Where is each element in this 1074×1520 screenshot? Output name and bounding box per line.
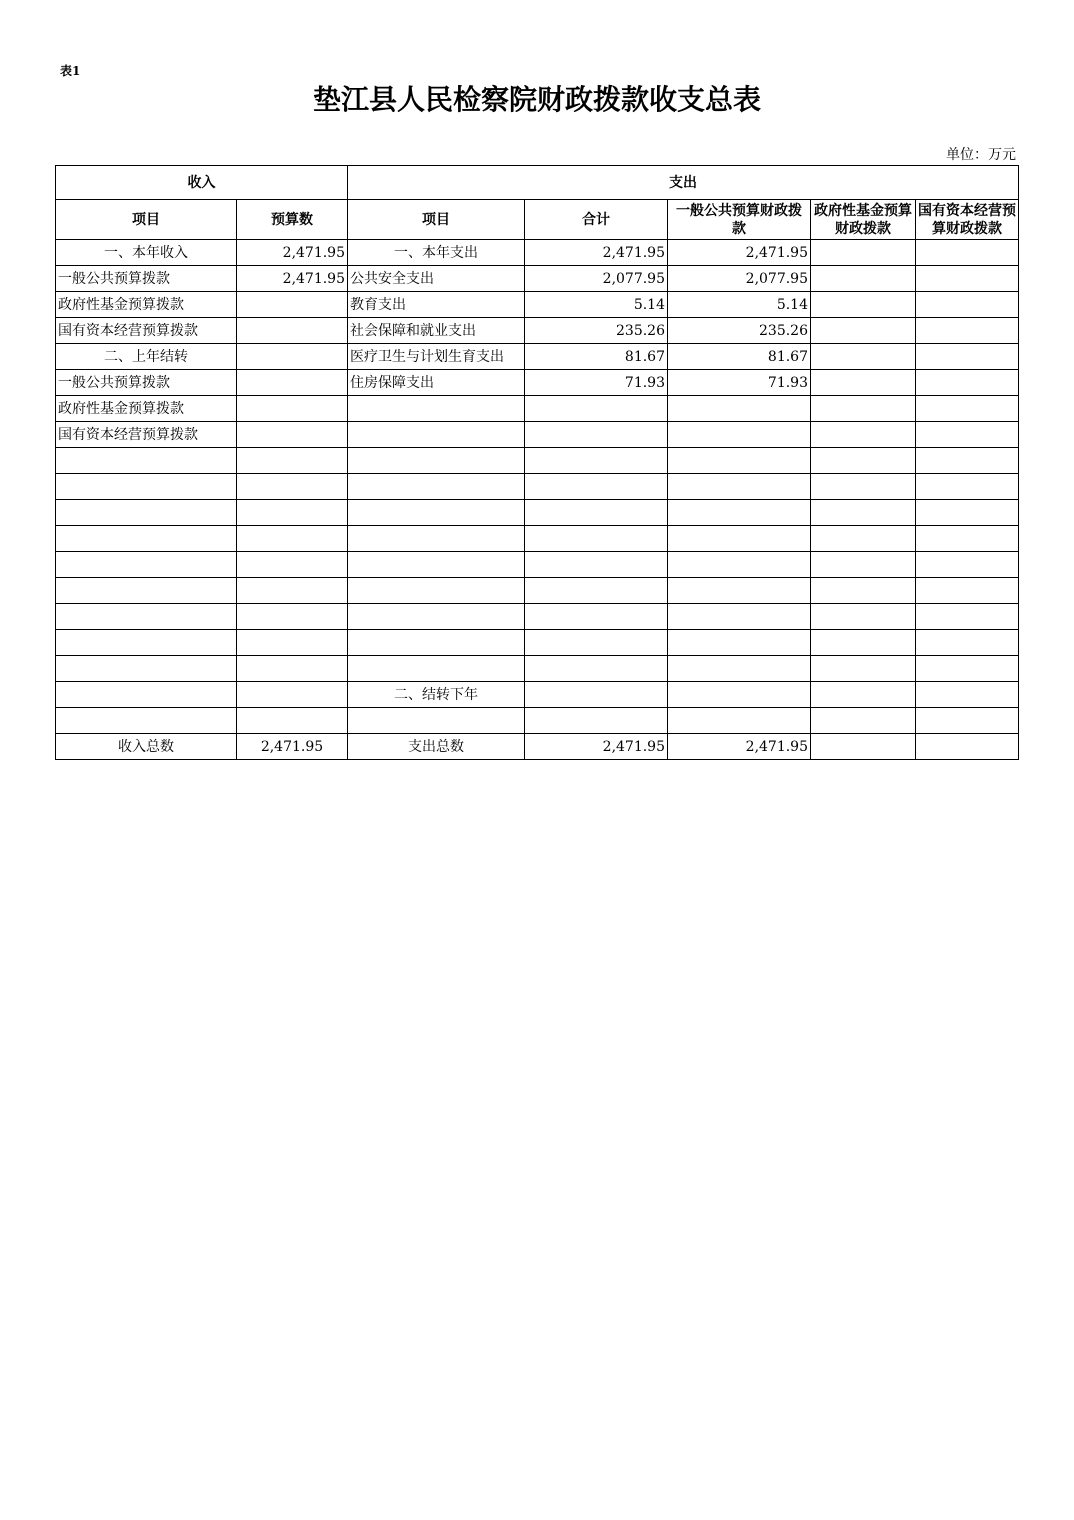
- table-row: [56, 708, 1019, 734]
- income-item-cell: 政府性基金预算拨款: [56, 292, 237, 318]
- expense-state-capital-cell: [916, 734, 1019, 760]
- expense-item-cell: 住房保障支出: [348, 370, 525, 396]
- expense-item-cell: [348, 708, 525, 734]
- expense-gov-fund-cell: [811, 344, 916, 370]
- income-budget-cell: [237, 708, 348, 734]
- expense-gov-fund-cell: [811, 682, 916, 708]
- expense-general-cell: [668, 604, 811, 630]
- expense-state-capital-cell: [916, 266, 1019, 292]
- expense-total-cell: [525, 526, 668, 552]
- expense-general-cell: [668, 500, 811, 526]
- expense-state-capital-cell: [916, 604, 1019, 630]
- expense-general-cell: 81.67: [668, 344, 811, 370]
- income-budget-cell: [237, 448, 348, 474]
- expense-state-capital-cell: [916, 370, 1019, 396]
- expense-group-header: 支出: [348, 166, 1019, 200]
- expense-gov-fund-cell: [811, 370, 916, 396]
- expense-total-cell: [525, 500, 668, 526]
- expense-gov-fund-cell: [811, 292, 916, 318]
- expense-gov-fund-cell: [811, 578, 916, 604]
- header-row-group: [56, 166, 1019, 200]
- expense-state-capital-header: 国有资本经营预算财政拨款: [916, 200, 1019, 240]
- expense-total-cell: [525, 604, 668, 630]
- unit-label: 单位：万元: [946, 147, 1016, 163]
- table-row: [56, 552, 1019, 578]
- income-item-cell: [56, 552, 237, 578]
- income-item-cell: 国有资本经营预算拨款: [56, 422, 237, 448]
- income-item-cell: 一、本年收入: [56, 240, 237, 266]
- expense-state-capital-cell: [916, 344, 1019, 370]
- income-item-cell: 政府性基金预算拨款: [56, 396, 237, 422]
- income-budget-cell: 2,471.95: [237, 240, 348, 266]
- expense-total-cell: [525, 682, 668, 708]
- expense-item-cell: 二、结转下年: [348, 682, 525, 708]
- expense-state-capital-cell: [916, 240, 1019, 266]
- table-row: [56, 604, 1019, 630]
- income-budget-cell: [237, 526, 348, 552]
- expense-gov-fund-cell: [811, 526, 916, 552]
- expense-gov-fund-cell: [811, 448, 916, 474]
- expense-total-cell: [525, 656, 668, 682]
- expense-total-cell: [525, 552, 668, 578]
- expense-general-cell: 71.93: [668, 370, 811, 396]
- expense-general-cell: [668, 682, 811, 708]
- fiscal-summary-table: [55, 165, 1019, 760]
- expense-state-capital-cell: [916, 682, 1019, 708]
- expense-item-cell: 教育支出: [348, 292, 525, 318]
- expense-gov-fund-cell: [811, 552, 916, 578]
- expense-state-capital-cell: [916, 422, 1019, 448]
- expense-item-cell: [348, 604, 525, 630]
- table-row: [56, 292, 1019, 318]
- table-row: [56, 344, 1019, 370]
- income-budget-cell: 2,471.95: [237, 266, 348, 292]
- expense-state-capital-cell: [916, 318, 1019, 344]
- expense-general-cell: 5.14: [668, 292, 811, 318]
- table-row: [56, 656, 1019, 682]
- expense-total-cell: [525, 578, 668, 604]
- expense-total-cell: 71.93: [525, 370, 668, 396]
- income-budget-cell: [237, 292, 348, 318]
- income-budget-cell: [237, 370, 348, 396]
- expense-total-cell: 5.14: [525, 292, 668, 318]
- income-item-cell: [56, 708, 237, 734]
- expense-general-cell: [668, 448, 811, 474]
- income-item-cell: [56, 526, 237, 552]
- expense-item-cell: [348, 526, 525, 552]
- expense-item-header: 项目: [348, 200, 525, 240]
- expense-gov-fund-cell: [811, 734, 916, 760]
- expense-general-cell: [668, 526, 811, 552]
- expense-state-capital-cell: [916, 708, 1019, 734]
- income-budget-cell: [237, 396, 348, 422]
- expense-gov-fund-header: 政府性基金预算财政拨款: [811, 200, 916, 240]
- expense-gov-fund-cell: [811, 604, 916, 630]
- income-budget-cell: [237, 474, 348, 500]
- expense-gov-fund-cell: [811, 500, 916, 526]
- header-row-columns: [56, 200, 1019, 240]
- expense-total-cell: [525, 708, 668, 734]
- income-budget-cell: [237, 656, 348, 682]
- table-row: [56, 500, 1019, 526]
- income-budget-cell: [237, 344, 348, 370]
- income-budget-cell: [237, 630, 348, 656]
- table-row: [56, 266, 1019, 292]
- expense-item-cell: 支出总数: [348, 734, 525, 760]
- income-item-cell: 一般公共预算拨款: [56, 266, 237, 292]
- expense-general-cell: [668, 422, 811, 448]
- expense-gov-fund-cell: [811, 396, 916, 422]
- expense-gov-fund-cell: [811, 630, 916, 656]
- expense-total-cell: [525, 422, 668, 448]
- expense-total-cell: 2,077.95: [525, 266, 668, 292]
- table-row: [56, 734, 1019, 760]
- expense-item-cell: [348, 500, 525, 526]
- expense-item-cell: [348, 578, 525, 604]
- expense-general-cell: 235.26: [668, 318, 811, 344]
- income-item-cell: [56, 448, 237, 474]
- page-title: 垫江县人民检察院财政拨款收支总表: [312, 83, 761, 116]
- income-item-cell: 二、上年结转: [56, 344, 237, 370]
- expense-general-cell: [668, 656, 811, 682]
- table-number: 表1: [60, 64, 81, 78]
- expense-item-cell: 一、本年支出: [348, 240, 525, 266]
- expense-total-cell: [525, 474, 668, 500]
- expense-total-cell: [525, 448, 668, 474]
- expense-item-cell: [348, 630, 525, 656]
- expense-state-capital-cell: [916, 526, 1019, 552]
- expense-state-capital-cell: [916, 630, 1019, 656]
- expense-item-cell: [348, 422, 525, 448]
- expense-item-cell: [348, 396, 525, 422]
- expense-general-header: 一般公共预算财政拨款: [668, 200, 811, 240]
- expense-item-cell: 公共安全支出: [348, 266, 525, 292]
- expense-item-cell: [348, 552, 525, 578]
- expense-total-cell: [525, 396, 668, 422]
- income-budget-cell: [237, 604, 348, 630]
- expense-total-cell: 2,471.95: [525, 734, 668, 760]
- expense-general-cell: [668, 708, 811, 734]
- expense-general-cell: 2,471.95: [668, 240, 811, 266]
- income-item-cell: 一般公共预算拨款: [56, 370, 237, 396]
- expense-general-cell: 2,471.95: [668, 734, 811, 760]
- income-budget-cell: [237, 422, 348, 448]
- expense-gov-fund-cell: [811, 318, 916, 344]
- income-item-cell: [56, 656, 237, 682]
- income-item-cell: [56, 578, 237, 604]
- expense-gov-fund-cell: [811, 422, 916, 448]
- table-row: [56, 422, 1019, 448]
- table-row: [56, 526, 1019, 552]
- table-row: [56, 448, 1019, 474]
- expense-item-cell: [348, 448, 525, 474]
- income-item-header: 项目: [56, 200, 237, 240]
- expense-general-cell: [668, 474, 811, 500]
- expense-general-cell: [668, 630, 811, 656]
- income-item-cell: [56, 630, 237, 656]
- expense-item-cell: 医疗卫生与计划生育支出: [348, 344, 525, 370]
- table-row: [56, 318, 1019, 344]
- income-item-cell: [56, 682, 237, 708]
- expense-gov-fund-cell: [811, 240, 916, 266]
- expense-general-cell: [668, 578, 811, 604]
- expense-gov-fund-cell: [811, 266, 916, 292]
- expense-state-capital-cell: [916, 448, 1019, 474]
- expense-gov-fund-cell: [811, 474, 916, 500]
- expense-gov-fund-cell: [811, 656, 916, 682]
- table-row: [56, 474, 1019, 500]
- expense-state-capital-cell: [916, 552, 1019, 578]
- expense-general-cell: [668, 552, 811, 578]
- income-item-cell: [56, 500, 237, 526]
- expense-total-header: 合计: [525, 200, 668, 240]
- income-budget-cell: [237, 578, 348, 604]
- expense-gov-fund-cell: [811, 708, 916, 734]
- income-item-cell: 收入总数: [56, 734, 237, 760]
- income-item-cell: [56, 604, 237, 630]
- expense-item-cell: [348, 656, 525, 682]
- income-budget-cell: [237, 318, 348, 344]
- income-budget-cell: [237, 500, 348, 526]
- expense-item-cell: 社会保障和就业支出: [348, 318, 525, 344]
- table-row: [56, 396, 1019, 422]
- expense-state-capital-cell: [916, 656, 1019, 682]
- income-item-cell: 国有资本经营预算拨款: [56, 318, 237, 344]
- expense-state-capital-cell: [916, 292, 1019, 318]
- expense-state-capital-cell: [916, 474, 1019, 500]
- income-item-cell: [56, 474, 237, 500]
- income-group-header: 收入: [56, 166, 348, 200]
- expense-state-capital-cell: [916, 578, 1019, 604]
- table-row: [56, 630, 1019, 656]
- expense-total-cell: 81.67: [525, 344, 668, 370]
- income-budget-cell: [237, 552, 348, 578]
- expense-general-cell: 2,077.95: [668, 266, 811, 292]
- income-budget-cell: 2,471.95: [237, 734, 348, 760]
- expense-state-capital-cell: [916, 396, 1019, 422]
- expense-state-capital-cell: [916, 500, 1019, 526]
- table-row: [56, 578, 1019, 604]
- table-row: [56, 682, 1019, 708]
- expense-general-cell: [668, 396, 811, 422]
- expense-total-cell: 235.26: [525, 318, 668, 344]
- expense-total-cell: [525, 630, 668, 656]
- table-row: [56, 240, 1019, 266]
- income-budget-header: 预算数: [237, 200, 348, 240]
- income-budget-cell: [237, 682, 348, 708]
- expense-item-cell: [348, 474, 525, 500]
- expense-total-cell: 2,471.95: [525, 240, 668, 266]
- table-row: [56, 370, 1019, 396]
